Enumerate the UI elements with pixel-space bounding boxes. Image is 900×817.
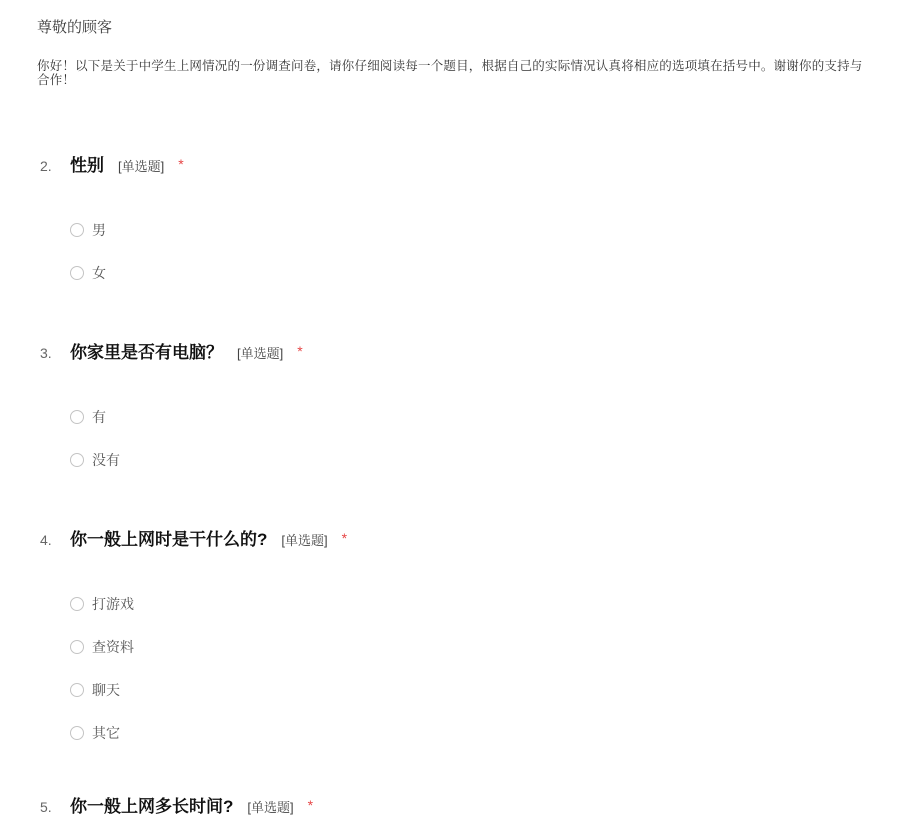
question-type-tag: [单选题]: [281, 533, 328, 548]
option-row[interactable]: [70, 683, 863, 697]
radio-button-icon[interactable]: [70, 726, 84, 740]
radio-button-icon[interactable]: [70, 453, 84, 467]
option-label: 聊天: [92, 682, 120, 698]
radio-button-icon[interactable]: [70, 597, 84, 611]
option-row[interactable]: [70, 453, 863, 467]
question-type-tag: [单选题]: [247, 800, 294, 815]
option-label: 没有: [92, 452, 120, 468]
required-asterisk: *: [341, 530, 348, 546]
required-asterisk: *: [307, 797, 314, 813]
question-4: [40, 525, 863, 740]
question-2: [40, 151, 863, 280]
required-asterisk: *: [178, 156, 184, 172]
question-type-tag: [单选题]: [118, 159, 165, 174]
option-label: 其它: [92, 725, 120, 741]
question-title: 你家里是否有电脑？: [70, 343, 223, 362]
question-3: [40, 338, 863, 467]
question-type-tag: [单选题]: [237, 346, 284, 361]
question-title: 你一般上网多长时间?: [70, 797, 234, 816]
question-list: [37, 151, 863, 814]
form-intro: 你好！以下是关于中学生上网情况的一份调查问卷，请你仔细阅读每一个题目，根据自己的实际情况认真将相应的选项填在括号中。谢谢你的支持与合作！: [37, 59, 863, 87]
question-number: 5.: [40, 799, 52, 815]
option-label: 有: [92, 409, 106, 425]
question-number: 2.: [40, 158, 52, 174]
question-header: [40, 151, 863, 173]
option-group: [70, 410, 863, 467]
option-row[interactable]: [70, 726, 863, 740]
question-number: 4.: [40, 532, 52, 548]
option-row[interactable]: [70, 640, 863, 654]
radio-button-icon[interactable]: [70, 683, 84, 697]
required-asterisk: *: [297, 343, 303, 359]
option-row[interactable]: [70, 410, 863, 424]
option-group: [70, 597, 863, 740]
radio-button-icon[interactable]: [70, 266, 84, 280]
question-header: [40, 525, 863, 547]
radio-button-icon[interactable]: [70, 640, 84, 654]
question-5: [40, 792, 863, 814]
form-title: 尊敬的顾客: [37, 19, 113, 36]
radio-button-icon[interactable]: [70, 410, 84, 424]
option-group: [70, 223, 863, 280]
question-header: [40, 338, 863, 360]
question-header: [40, 792, 863, 814]
question-title: 你一般上网时是干什么的?: [70, 530, 268, 549]
question-title: 性别: [70, 156, 104, 175]
option-row[interactable]: [70, 266, 863, 280]
option-label: 打游戏: [92, 596, 134, 612]
option-label: 女: [92, 265, 106, 281]
option-label: 男: [92, 222, 106, 238]
radio-button-icon[interactable]: [70, 223, 84, 237]
question-number: 3.: [40, 345, 52, 361]
option-label: 查资料: [92, 639, 134, 655]
option-row[interactable]: [70, 223, 863, 237]
option-row[interactable]: [70, 597, 863, 611]
